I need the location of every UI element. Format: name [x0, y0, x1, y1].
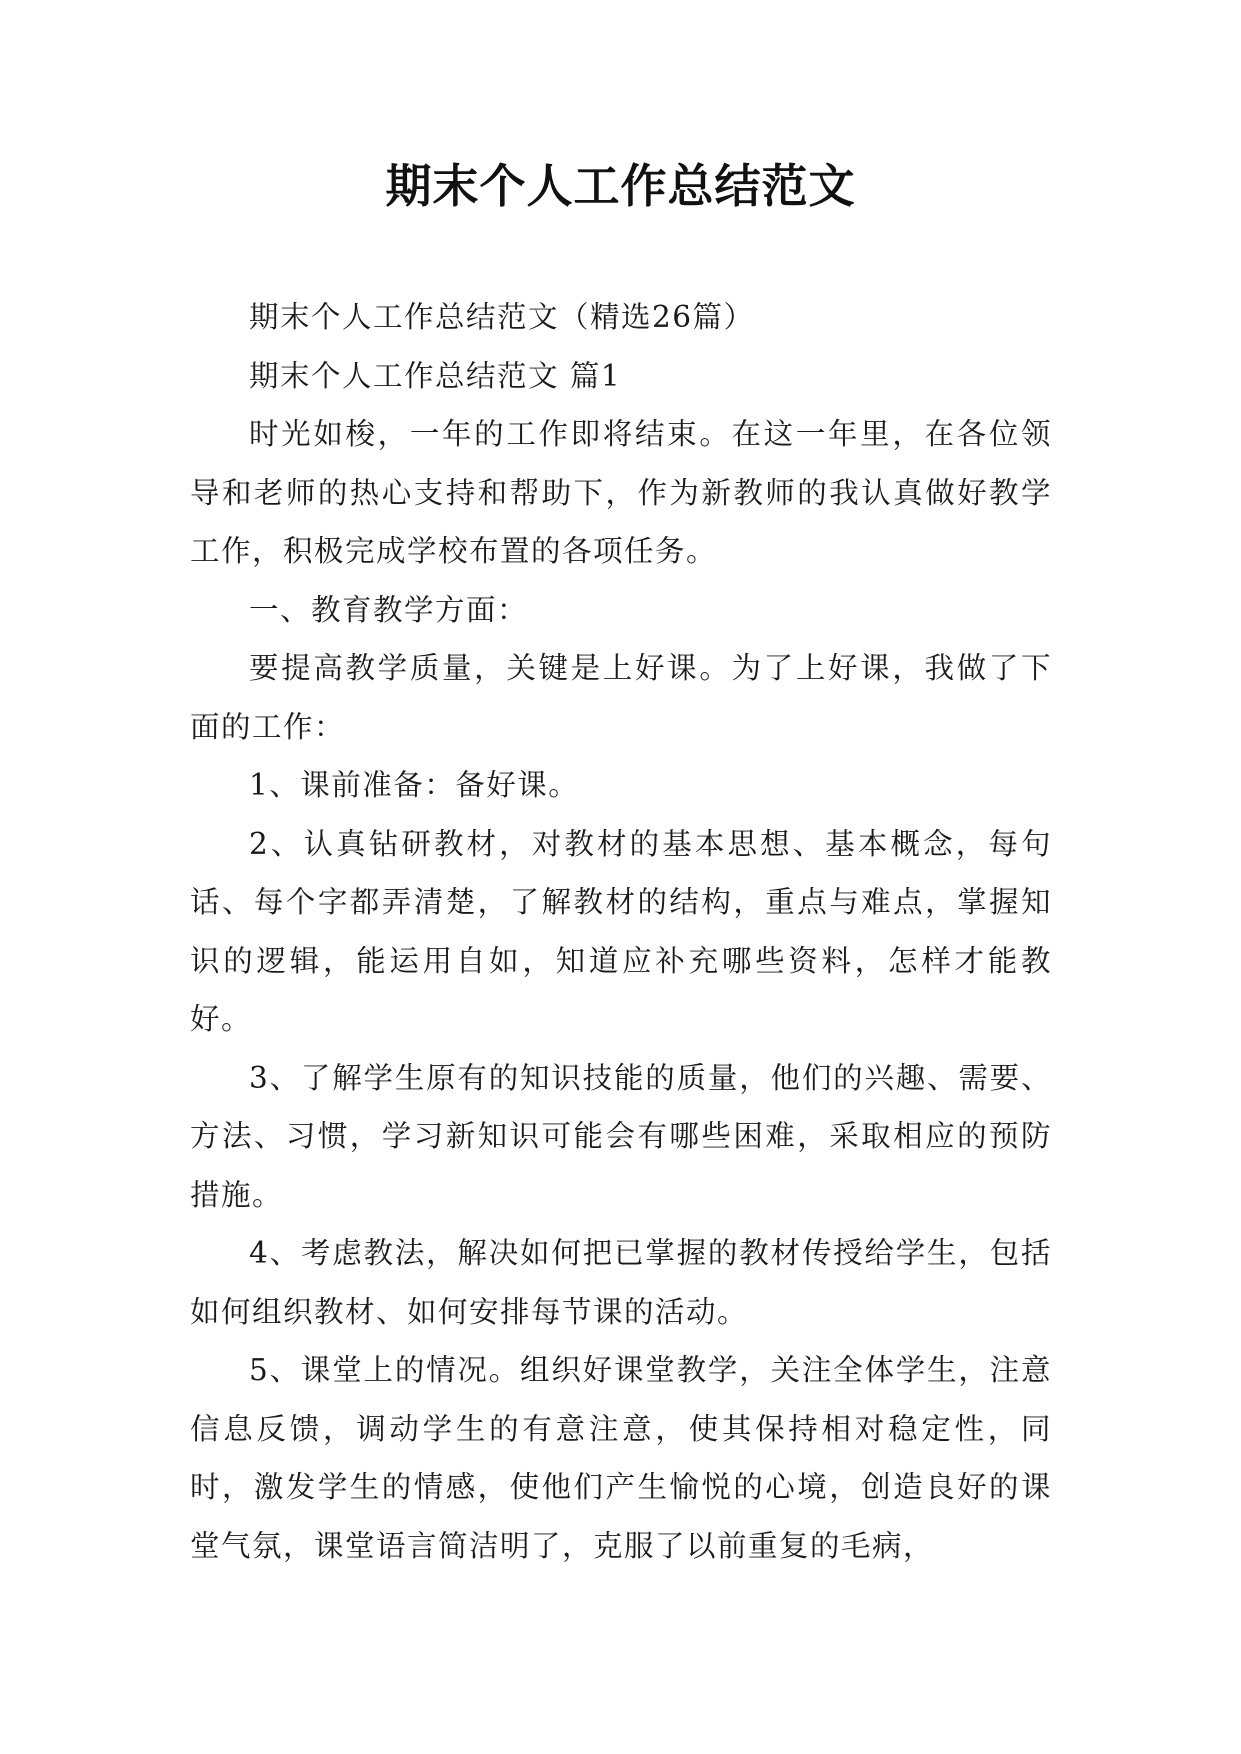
paragraph: 要提高教学质量，关键是上好课。为了上好课，我做了下面的工作： — [190, 651, 1052, 744]
paragraph-subtitle: 期末个人工作总结范文（精选26篇） — [249, 300, 755, 334]
document-title: 期末个人工作总结范文 — [385, 159, 856, 213]
document-body — [190, 288, 1052, 1575]
list-item: 1、课前准备：备好课。 — [249, 768, 580, 802]
list-item: 4、考虑教法，解决如何把已掌握的教材传授给学生，包括如何组织教材、如何安排每节课的活动。 — [190, 1236, 1052, 1329]
paragraph-heading: 一、教育教学方面： — [249, 592, 529, 627]
list-item: 3、了解学生原有的知识技能的质量，他们的兴趣、需要、方法、习惯，学习新知识可能会有哪些困难，采取相应的预防措施。 — [190, 1060, 1052, 1212]
list-item: 2、认真钻研教材，对教材的基本思想、基本概念，每句话、每个字都弄清楚，了解教材的结构，重点与难点，掌握知识的逻辑，能运用自如，知道应补充哪些资料，怎样才能教好。 — [190, 826, 1052, 1036]
list-item: 5、课堂上的情况。组织好课堂教学，关注全体学生，注意信息反馈，调动学生的有意注意，使其保持相对稳定性，同时，激发学生的情感，使他们产生愉悦的心境，创造良好的课堂气氛，课堂语言简洁明了，克服了以前重复的毛病， — [190, 1353, 1052, 1563]
paragraph: 时光如梭，一年的工作即将结束。在这一年里，在各位领导和老师的热心支持和帮助下，作为新教师的我认真做好教学工作，积极完成学校布置的各项任务。 — [190, 417, 1052, 568]
paragraph-section-heading: 期末个人工作总结范文 篇1 — [249, 358, 622, 393]
